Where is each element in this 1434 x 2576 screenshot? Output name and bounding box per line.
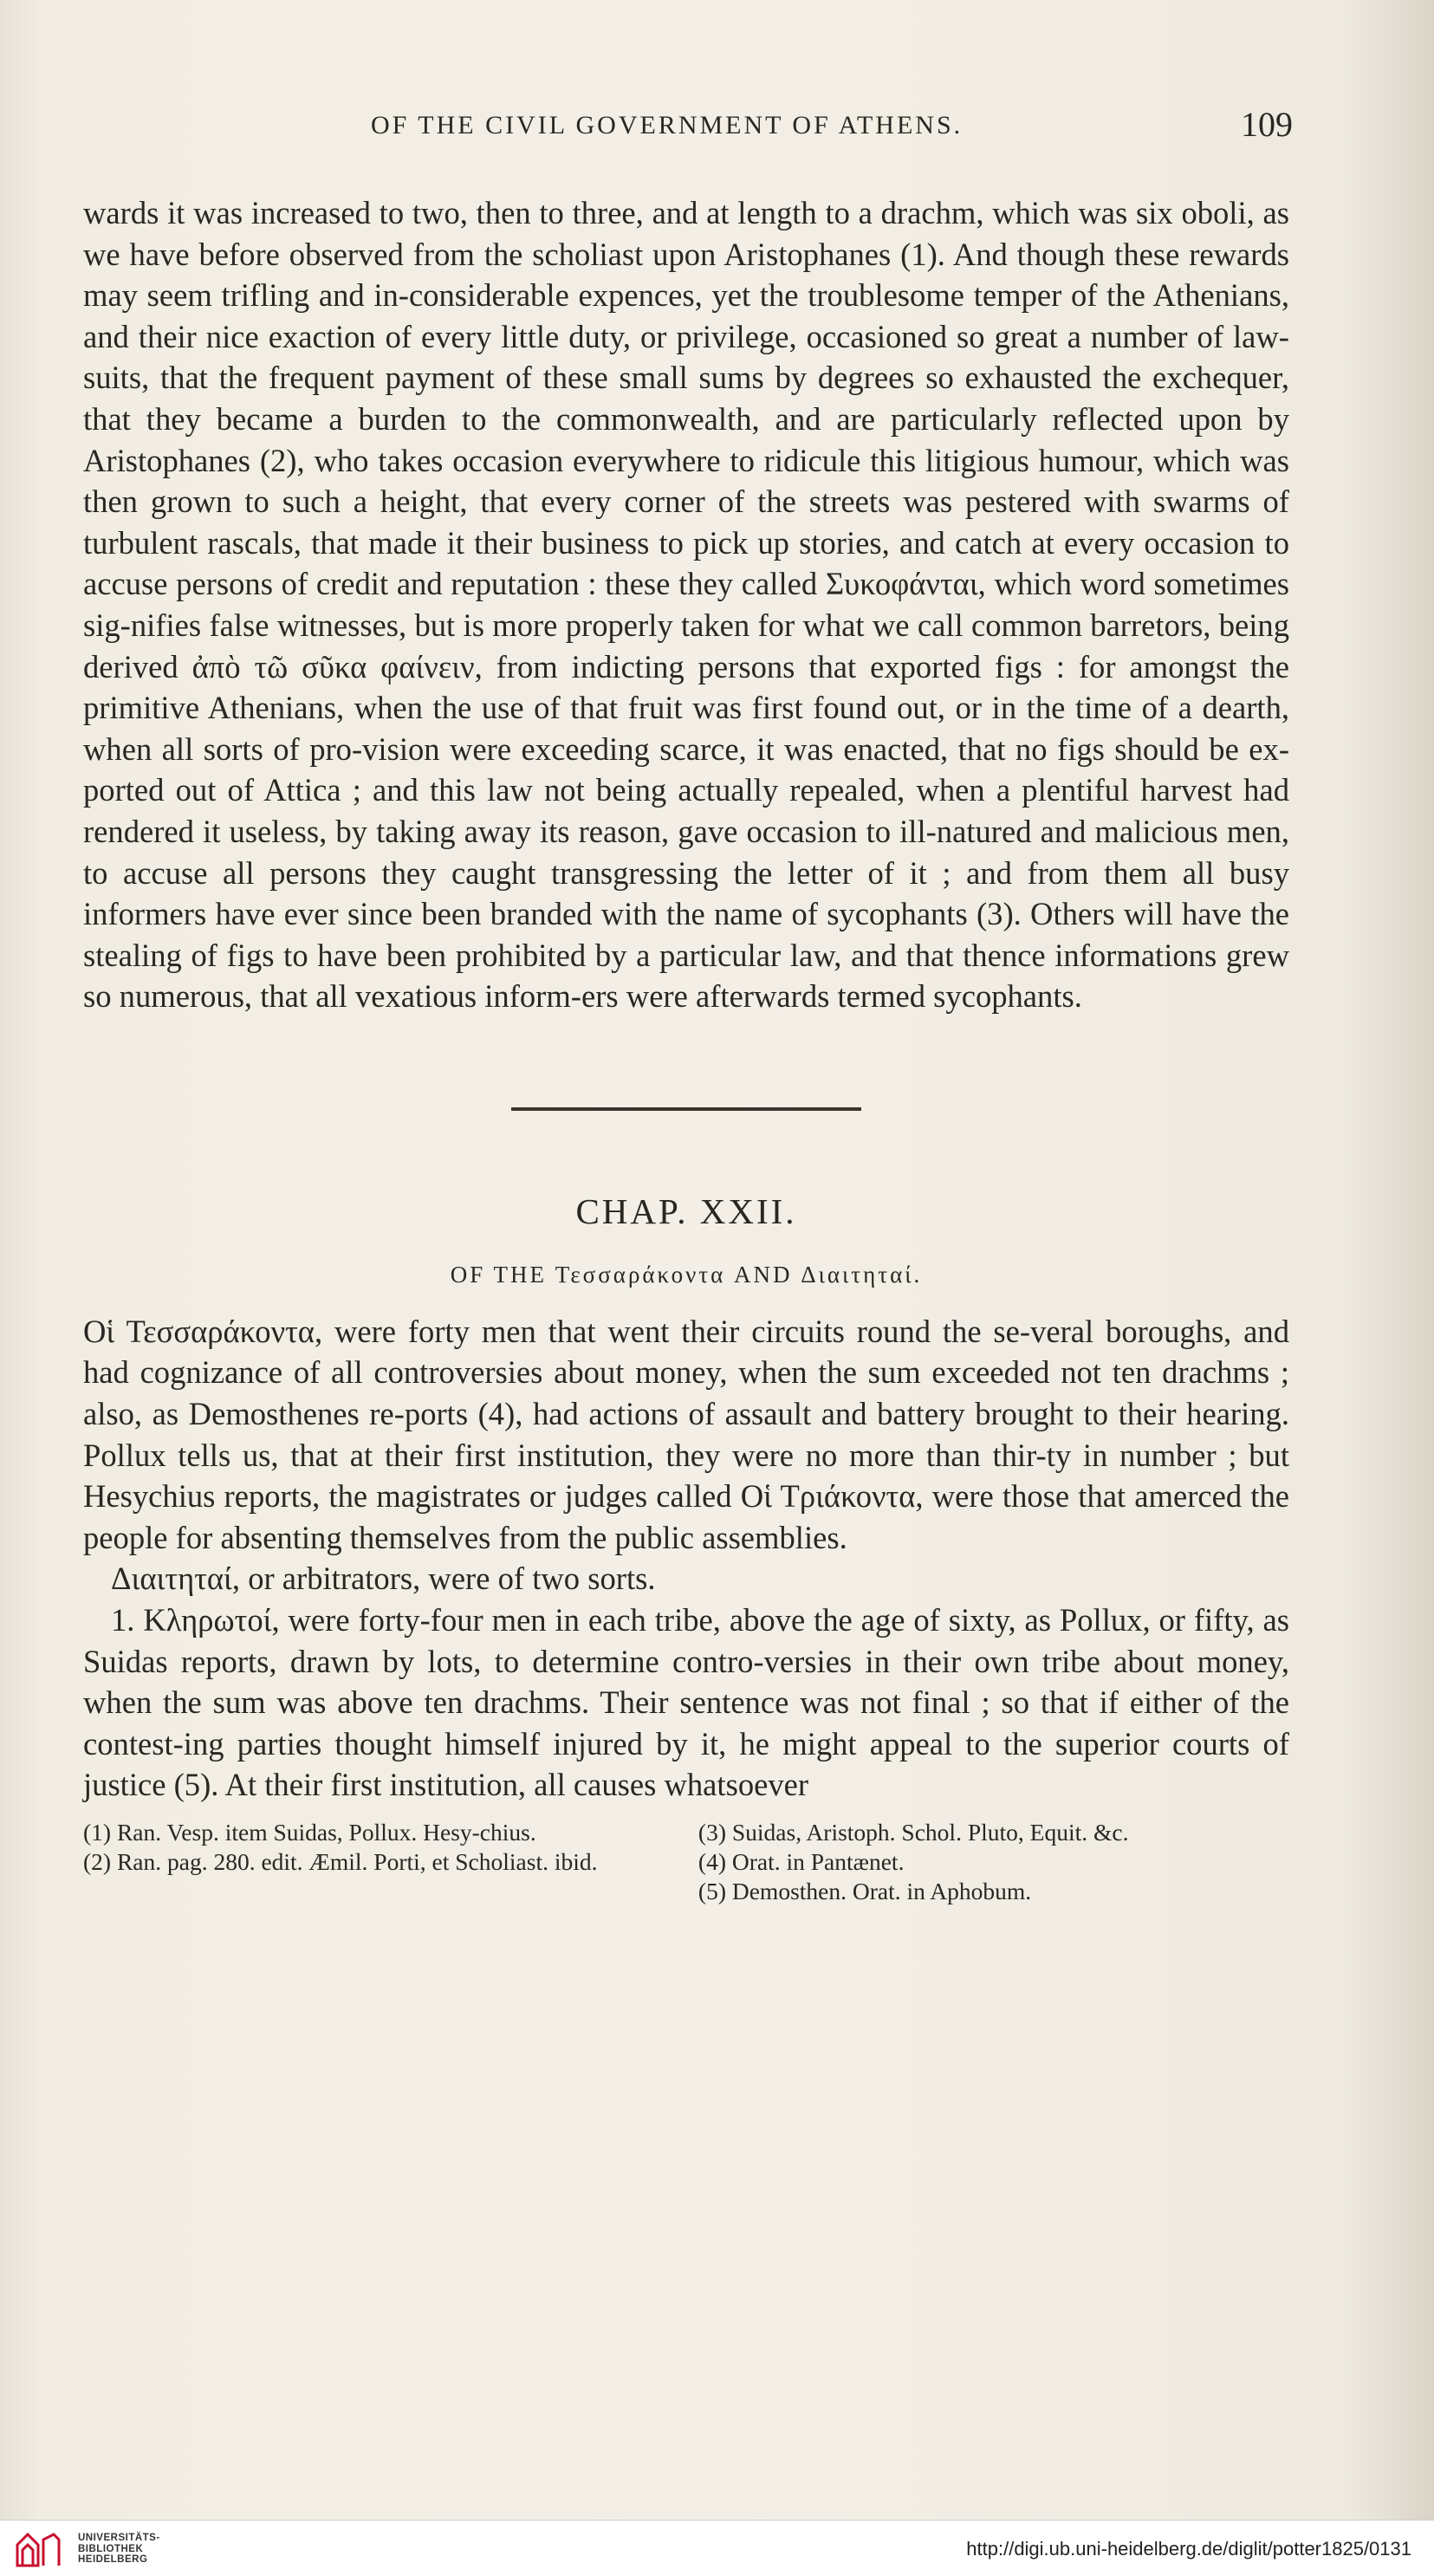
main-paragraph: wards it was increased to two, then to three, and at length to a drachm, which was six oboli, as we have before observed from the scholiast upon Aristophanes (1). And though these rewards may seem trifling and in-considerable expences, yet the troublesome temper of the Athenians, and their nice exaction of every little duty, or privilege, occasioned so great a number of law-suits, that the frequent payment of these small sums by degrees so exhausted the exchequer, that they became a burden to the commonwealth, and are particularly reflected upon by Aristophanes (2), who takes occasion everywhere to ridicule this litigious humour, which was then grown to such a height, that every corner of the streets was pestered with swarms of turbulent rascals, that made it their business to pick up stories, and catch at every occasion to accuse persons of credit and reputation : these they called Συκοφάνται, which word sometimes sig-nifies false witnesses, but is more properly taken for what we call common barretors, being derived ἀπὸ τῶ σῦκα φαίνειν, from indicting persons that exported figs : for amongst the primitive Athenians, when the use of that fruit was first found out, or in the time of a dearth, when all sorts of pro-vision were exceeding scarce, it was enacted, that no figs should be ex-ported out of Attica ; and this law not being actually repealed, when a plentiful harvest had rendered it useless, by taking away its reason, gave occasion to ill-natured and malicious men, to accuse all persons they caught transgressing the letter of it ; and from them all busy informers have ever since been branded with the name of sycophants (3). Others will have the stealing of figs to have been prohibited by a particular law, and that thence informations grew so numerous, that all vexatious inform-ers were afterwards termed sycophants. <box>83 195 1289 1015</box>
footnote: (5) Demosthen. Orat. in Aphobum. <box>698 1878 1032 1904</box>
book-page <box>83 102 1293 1906</box>
footnotes-left <box>83 1818 674 1906</box>
chapter-paragraph: Οἱ Τεσσαράκοντα, were forty men that went their circuits round the se-veral boroughs, and had cognizance of all controversies about money, when the sum exceeded not ten drachms ; also, as Demosthenes re-ports (4), had actions of assault and battery brought to their hearing. Pollux tells us, that at their first institution, they were no more than thir-ty in number ; but Hesychius reports, the magistrates or judges called Οἱ Τριάκοντα, were those that amerced the people for absenting themselves from the public assemblies. <box>83 1313 1289 1555</box>
logo-line: HEIDELBERG <box>78 2554 148 2565</box>
library-logo-text <box>78 2533 160 2566</box>
footnotes-right <box>698 1818 1289 1906</box>
library-logo-icon[interactable] <box>14 2531 62 2569</box>
chapter-paragraph: 1. Κληρωτοί, were forty-four men in each tribe, above the age of sixty, as Pollux, or fifty, as Suidas reports, drawn by lots, to determine contro-versies in their own tribe about money, when the sum was above ten drachms. Their sentence was not final ; so that if either of the contest-ing parties thought himself injured by it, he might appeal to the superior courts of justice (5). At their first institution, all causes whatsoever <box>83 1602 1289 1803</box>
permalink[interactable]: http://digi.ub.uni-heidelberg.de/diglit/potter1825/0131 <box>966 2538 1411 2560</box>
chapter-text <box>83 1311 1289 1806</box>
footnote: (4) Orat. in Pantænet. <box>698 1848 905 1875</box>
logo-line: UNIVERSITÄTS- <box>78 2533 160 2543</box>
footnotes <box>83 1818 1289 1906</box>
running-title: OF THE CIVIL GOVERNMENT OF ATHENS. <box>371 111 964 140</box>
main-text <box>83 192 1289 1017</box>
section-divider <box>511 1107 861 1111</box>
chapter-paragraph: Διαιτηταί, or arbitrators, were of two sorts. <box>111 1561 656 1597</box>
footnote: (3) Suidas, Aristoph. Schol. Pluto, Equit. &c. <box>698 1819 1129 1846</box>
footnote: (2) Ran. pag. 280. edit. Æmil. Porti, et Scholiast. ibid. <box>83 1848 598 1875</box>
footnote: (1) Ran. Vesp. item Suidas, Pollux. Hesy-chius. <box>83 1819 536 1846</box>
chapter-heading: CHAP. XXII. <box>575 1191 797 1231</box>
viewer-footer <box>0 2520 1434 2576</box>
page-number: 109 <box>1241 105 1293 144</box>
running-header <box>83 102 1293 154</box>
chapter-subtitle: OF THE Τεσσαράκοντα AND Διαιτηταί. <box>450 1261 923 1288</box>
logo-line: BIBLIOTHEK <box>78 2543 144 2554</box>
